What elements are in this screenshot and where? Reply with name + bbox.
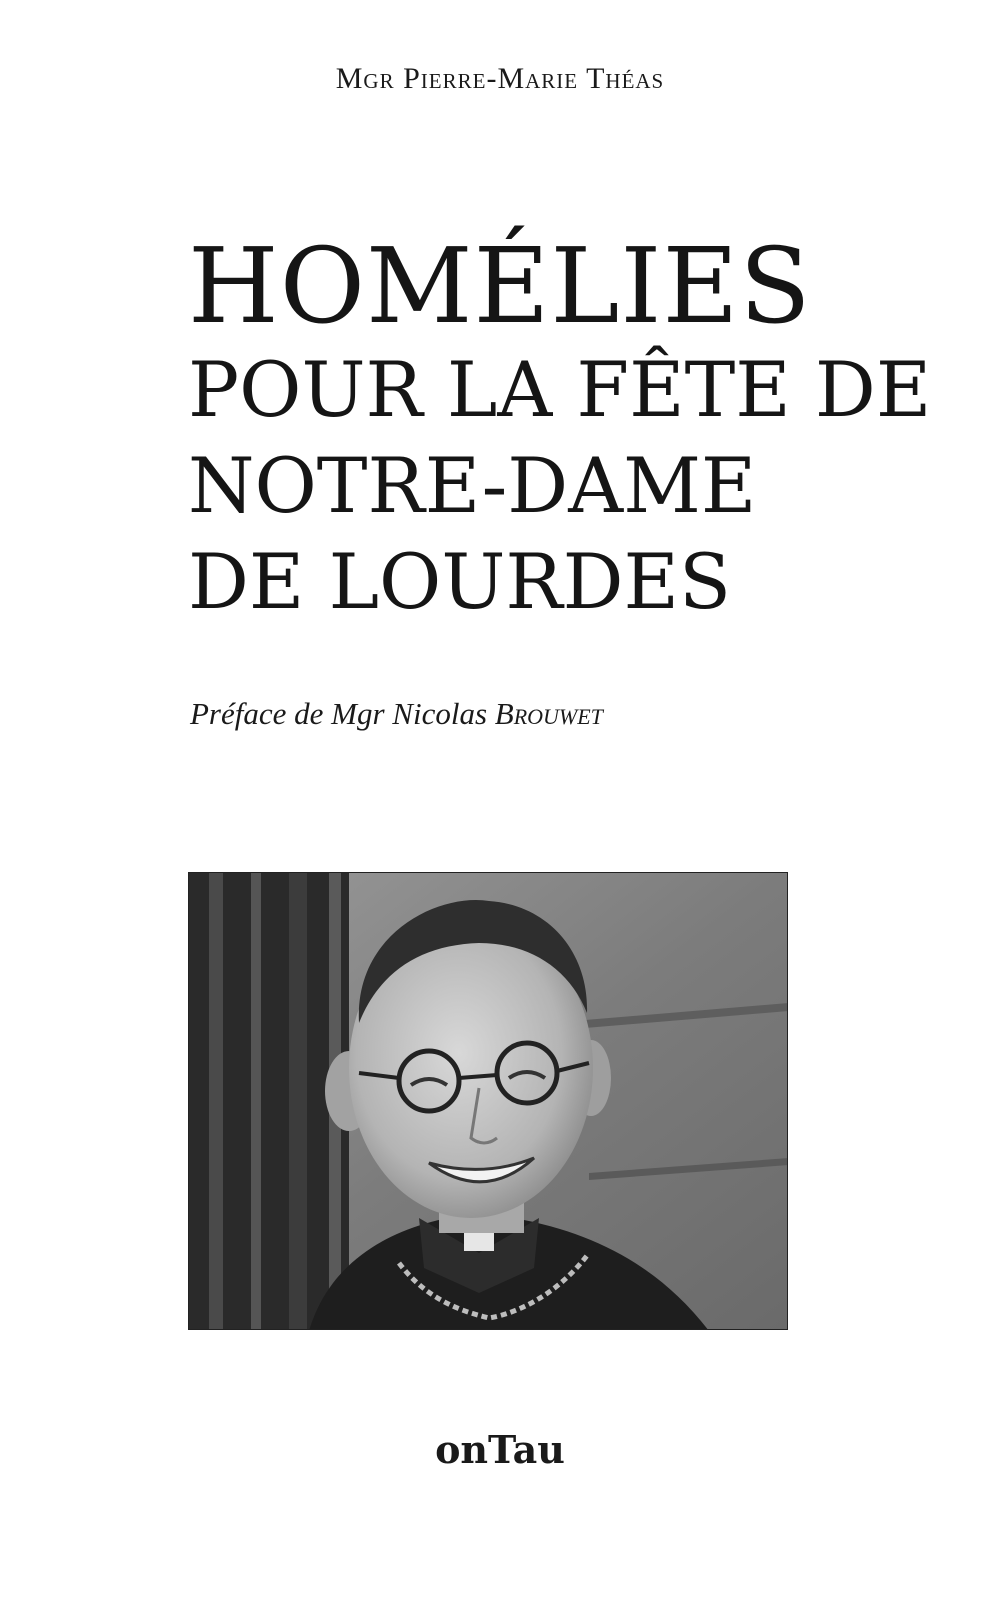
portrait-illustration [189, 873, 788, 1330]
author-prefix: Mgr [335, 62, 395, 95]
publisher-logo: onTau [435, 1427, 565, 1472]
title-line-1: HOMÉLIES [188, 225, 812, 347]
portrait-photo [188, 872, 788, 1330]
title-line-2: POUR LA FÊTE DE [188, 345, 932, 434]
book-title [188, 225, 932, 630]
preface-credit [190, 696, 810, 732]
title-line-3: NOTRE-DAME [188, 441, 757, 530]
author-name [0, 62, 1000, 96]
title-line-4: DE LOURDES [188, 537, 732, 626]
preface-text: Préface de Mgr Nicolas [190, 696, 488, 731]
author-fullname: Pierre-Marie Théas [403, 62, 665, 95]
preface-surname: Brouwet [494, 696, 603, 731]
